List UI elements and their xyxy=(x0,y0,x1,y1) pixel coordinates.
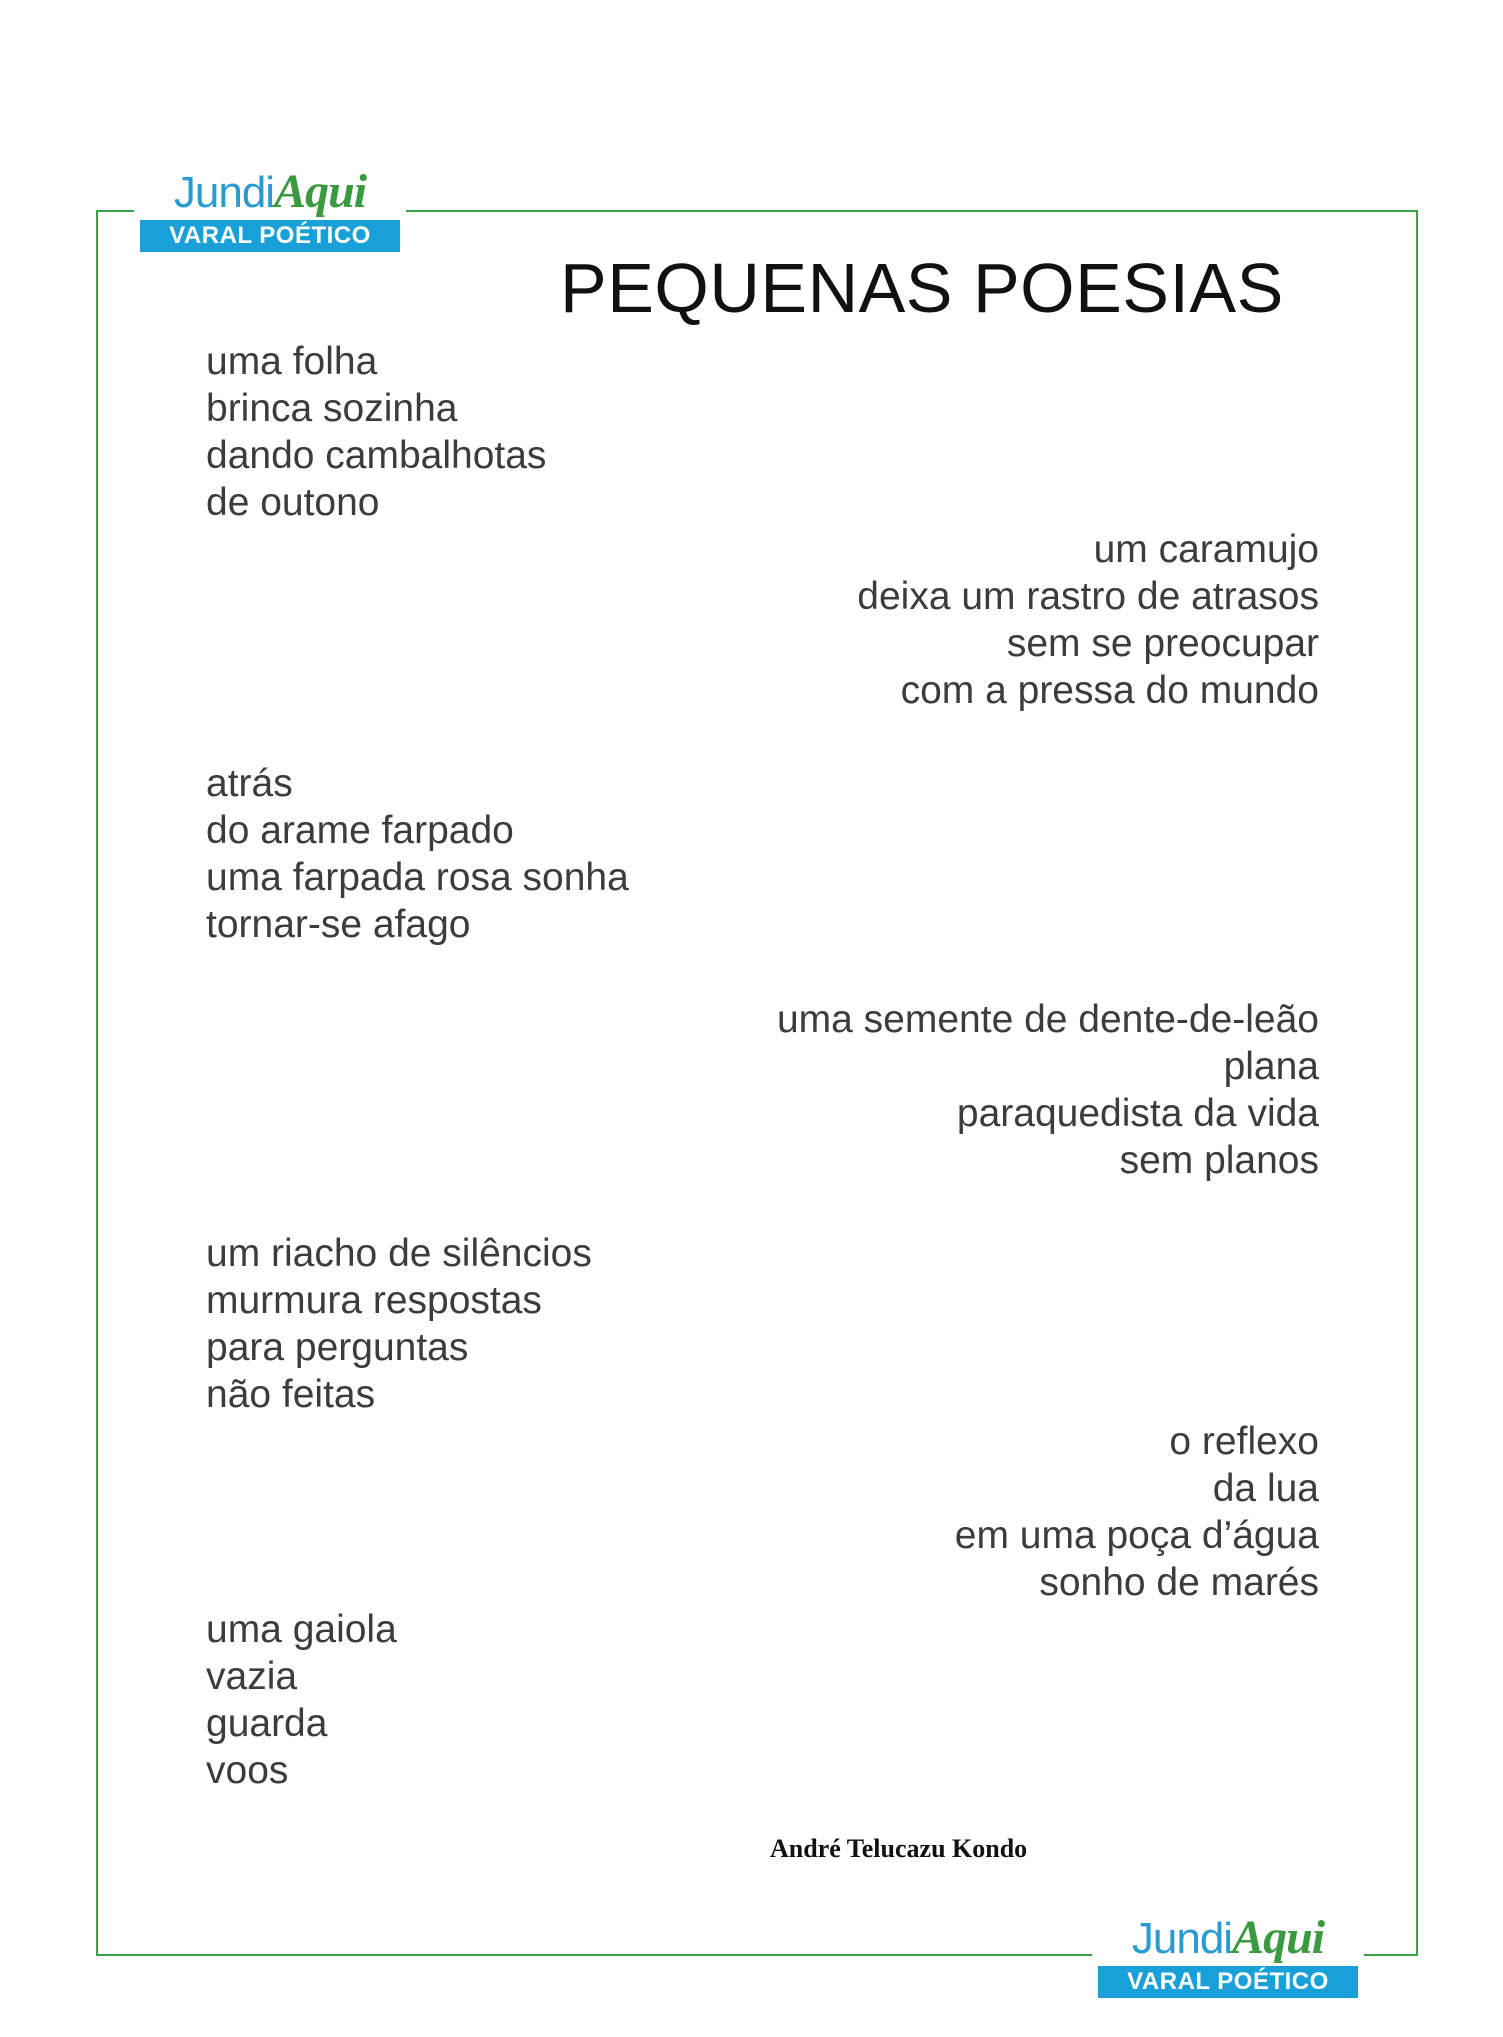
poem-line: uma farpada rosa sonha xyxy=(206,856,629,899)
author-name: André Telucazu Kondo xyxy=(770,1834,1028,1863)
poem-line: brinca sozinha xyxy=(206,387,458,430)
page-title: PEQUENAS POESIAS xyxy=(560,249,1284,327)
poem-line: para perguntas xyxy=(206,1326,469,1369)
logo-top xyxy=(134,164,406,252)
poem-line: dando cambalhotas xyxy=(206,434,547,477)
logo-banner: VARAL POÉTICO xyxy=(140,220,400,252)
logo-jundi: Jundi xyxy=(1131,1914,1233,1963)
stanza-3 xyxy=(206,760,629,948)
logo-banner: VARAL POÉTICO xyxy=(1098,1966,1358,1998)
poem-line: uma gaiola xyxy=(206,1608,397,1651)
poem-line: vazia xyxy=(206,1655,298,1698)
poem-line: murmura respostas xyxy=(206,1279,542,1322)
logo-aqui: Aqui xyxy=(1232,1911,1325,1964)
poem-line: com a pressa do mundo xyxy=(900,669,1319,712)
stanza-2 xyxy=(857,526,1319,714)
poem-line: não feitas xyxy=(206,1373,376,1416)
poem-line: um caramujo xyxy=(1093,528,1319,571)
stanza-7 xyxy=(206,1606,397,1794)
poem-line: de outono xyxy=(206,481,380,524)
poem-line: tornar-se afago xyxy=(206,903,471,946)
poem-line: do arame farpado xyxy=(206,809,514,852)
poem-line: paraquedista da vida xyxy=(956,1092,1319,1135)
logo-wordmark xyxy=(1098,1910,1358,1966)
poem-line: sem planos xyxy=(1119,1139,1319,1182)
poem-line: da lua xyxy=(1212,1467,1319,1510)
poem-line: em uma poça d’água xyxy=(954,1514,1319,1557)
poem-line: deixa um rastro de atrasos xyxy=(857,575,1319,618)
logo-aqui: Aqui xyxy=(274,165,367,218)
poem-line: um riacho de silêncios xyxy=(206,1232,592,1275)
logo-bottom xyxy=(1092,1910,1364,1998)
stanza-1 xyxy=(206,338,546,526)
poem-line: voos xyxy=(206,1749,289,1792)
poem-line: plana xyxy=(1223,1045,1319,1088)
poem-line: sem se preocupar xyxy=(1006,622,1319,665)
stanza-4 xyxy=(777,996,1319,1184)
poem-line: uma folha xyxy=(206,340,378,383)
poem-line: guarda xyxy=(206,1702,328,1745)
stanza-6 xyxy=(955,1418,1319,1606)
logo-wordmark xyxy=(140,164,400,220)
poem-line: atrás xyxy=(206,762,293,805)
stanza-5 xyxy=(206,1230,592,1418)
poem-line: uma semente de dente-de-leão xyxy=(776,998,1319,1041)
poem-line: o reflexo xyxy=(1169,1420,1319,1463)
logo-jundi: Jundi xyxy=(173,168,275,217)
poem-line: sonho de marés xyxy=(1039,1561,1319,1604)
